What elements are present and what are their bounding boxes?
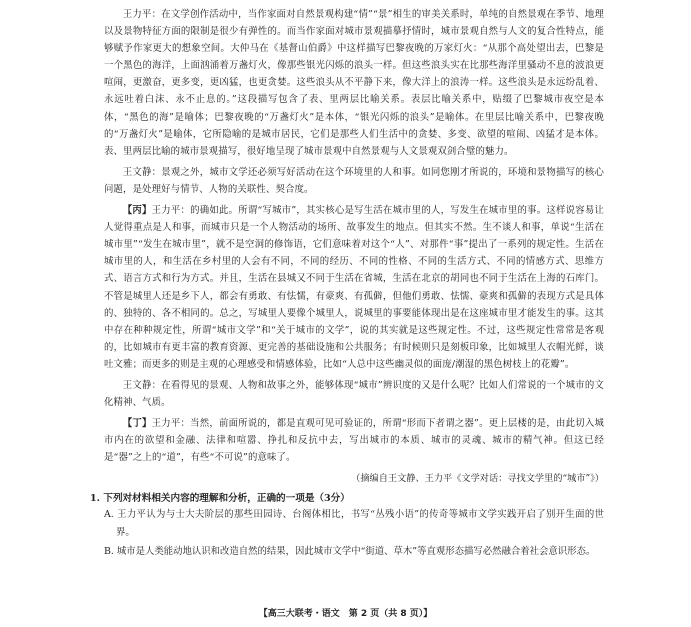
paragraph-2: 王文静：景观之外，城市文学还必须写好活动在这个环境里的人和事。如同您刚才所说的，环境和景物描写的核心问题，是处理好与情节、人物的关联性、契合度。 (104, 166, 604, 195)
paragraph-4: 王文静：在看得见的景观、人物和故事之外，能够体现“城市”辨识度的又是什么呢？比如人们常说的一个城市的文化精神、气质。 (104, 379, 604, 409)
paragraph-5 (104, 415, 604, 466)
question-1-option-b: B. 城市是人类能动地认识和改造自然的结果，因此城市文学中“街道、草木”等直观形态描写必然融合着社会意识形态。 (104, 545, 596, 557)
paragraph-3-text: 王力平：的确如此。所谓“写城市”，其实核心是写生活在城市里的人，写发生在城市里的事。这样说容易让人觉得重点是人和事，而城市只是一个人物活动的场所、故事发生的地点。但其实不然。生不谈人和事，单说“生活在城市里”“发生在城市里”，就不是空洞的修饰语，它们意味着对这个“人”、对那件“事”提出了一系列的规定性。生活在城市里的人，和生活在乡村里的人会有不同，不同的经历、不同的性格、不同的生活方式、不同的情感方式、思维方式、语言方式和行为方式。并且，生活在县城又不同于生活在省城，生活在北京的胡同也不同于生活在上海的石库门。不管是城里人还是乡下人，都会有勇敢、有怯懦，有豪爽、有孤僻，但他们勇敢、怯懦、豪爽和孤僻的表现方式是具体的、独特的、各不相同的。总之，写城里人要像个城里人，说城里的事要能体现出是在这座城市里才能发生的事。这其中存在种种规定性，所谓“城市文学”和“关于城市的文学”，说的其实就是这些规定性。不过，这些规定性常常是客观的，比如城市有更丰富的教育资源、更完善的基础设施和公共服务；有时候则只是刻板印象，比如城里人衣帽光鲜，谈吐文雅；而更多的则是主观的心理感受和情感体验，比如“人总中这些幽灵似的面庞/潮湿的黑色树枝上的花瓣”。 (104, 205, 604, 370)
question-1-option-a: A. 王力平认为与士大夫阶层的那些田园诗、台阁体相比，书写“丛残小语”的传奇等城市文学实践开启了别开生面的世界。 (104, 509, 604, 538)
paragraph-3 (104, 202, 604, 373)
page-footer: 【高三大联考・语文 第 2 页（共 8 页）】 (258, 609, 433, 619)
section-label-ding: 【丁】 (122, 418, 152, 430)
question-1-title: 1. 下列对材料相关内容的理解和分析，正确的一项是（3分） (90, 493, 350, 505)
source-attribution: （摘编自王文静、王力平《文学对话：寻找文学里的“城市”》） (351, 473, 604, 485)
paragraph-5-text: 王力平：当然，前面所说的，都是直观可见可验证的，所谓“形而下者谓之器”。更上层楼的是，由此切入城市内在的欲望和金融、法律和喧嚣、挣扎和反抗中去，写出城市的本质、城市的灵魂、城市的精气神。但这已经是“器”之上的“道”，有些“不可说”的意味了。 (104, 418, 604, 464)
paragraph-1: 王力平：在文学创作活动中，当作家面对自然景观构建“情”“景”相生的审美关系时，单纯的自然景观在季节、地理以及景物特征方面的限制是很少有弹性的。而当作家面对城市景观描摹抒情时，城市景观自然与人文的复合性特点，能够赋予作家更大的想象空间。大仲马在《基督山伯爵》中这样描写巴黎夜晚的万家灯火：“从那个高处望出去，巴黎是一个黑色的海洋，上面汹涌着万盏灯火，像那些银光闪烁的浪头一样。但这些浪头实在比那些海洋里骚动不息的波浪更喧闹，更激奋，更多变，更凶猛，也更贪婪。这些浪头从不平静下来，像大洋上的浪涛一样。这些浪头是永远纷乱着、永远吐着白沫、永不止息的。”这段描写包含了表、里两层比喻关系。表层比喻关系中，贴缀了巴黎城市夜空是本体，“黑色的海”是喻体；巴黎夜晚的“万盏灯火”是本体，“银光闪烁的浪头”是喻体。在里层比喻关系中，巴黎夜晚的“万盏灯火”是喻体，它所隐喻的是城市居民，它们是那些人们生活中的贪婪、多变、欲望的喧闹、凶猛才是本体。表、里两层比喻的城市景观描写，很好地呈现了城市景观中自然景观与人文景观双剑合璧的魅力。 (104, 9, 604, 157)
text-column (90, 6, 604, 560)
section-label-bing: 【丙】 (122, 205, 152, 217)
